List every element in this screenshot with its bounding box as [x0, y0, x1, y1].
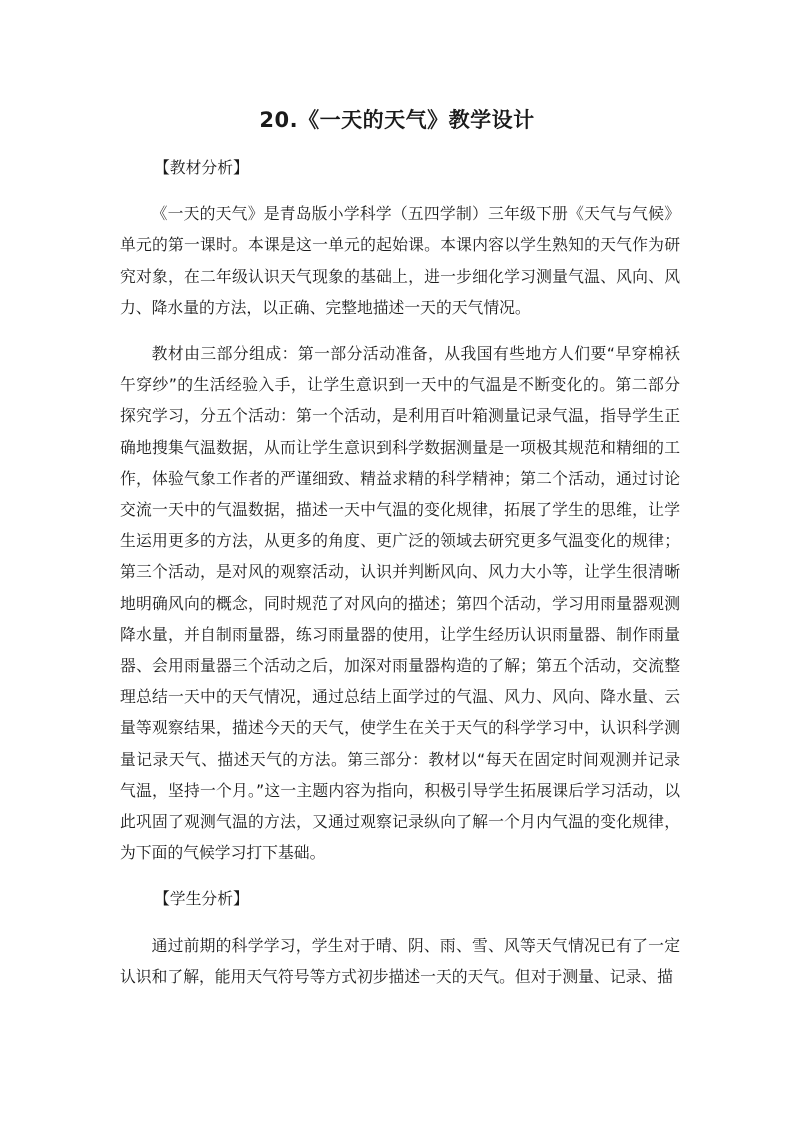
paragraph-textbook-intro: 《一天的天气》是青岛版小学科学（五四学制）三年级下册《天气与气候》单元的第一课时。本课是这一单元的起始课。本课内容以学生熟知的天气作为研究对象，在二年级认识天气现象的基础上，进一步细化学习测量气温、风向、风力、降水量的方法，以正确、完整地描述一天的天气情况。: [120, 204, 680, 317]
paragraph-student-analysis: 通过前期的科学学习，学生对于晴、阴、雨、雪、风等天气情况已有了一定认识和了解，能用天气符号等方式初步描述一天的天气。但对于测量、记录、描: [120, 935, 680, 986]
section-heading-student-analysis: 【学生分析】: [154, 889, 249, 909]
document-body: [120, 152, 680, 992]
document-title: 20.《一天的天气》教学设计: [259, 108, 535, 132]
paragraph-textbook-structure: 教材由三部分组成：第一部分活动准备，从我国有些地方人们要“早穿棉袄午穿纱”的生活经验入手，让学生意识到一天中的气温是不断变化的。第二部分探究学习，分五个活动：第一个活动，是利用百叶箱测量记录气温，指导学生正确地搜集气温数据，从而让学生意识到科学数据测量是一项极其规范和精细的工作，体验气象工作者的严谨细致、精益求精的科学精神；第二个活动，通过讨论交流一天中的气温数据，描述一天中气温的变化规律，拓展了学生的思维，让学生运用更多的方法，从更多的角度、更广泛的领域去研究更多气温变化的规律；第三个活动，是对风的观察活动，认识并判断风向、风力大小等，让学生很清晰地明确风向的概念，同时规范了对风向的描述；第四个活动，学习用雨量器观测降水量，并自制雨量器，练习雨量器的使用，让学生经历认识雨量器、制作雨量器、会用雨量器三个活动之后，加深对雨量器构造的了解；第五个活动，交流整理总结一天中的天气情况，通过总结上面学过的气温、风力、风向、降水量、云量等观察结果，描述今天的天气，使学生在关于天气的科学学习中，认识科学测量记录天气、描述天气的方法。第三部分：教材以“每天在固定时间观测并记录气温，坚持一个月。”这一主题内容为指向，积极引导学生拓展课后学习活动，以此巩固了观测气温的方法，又通过观察记录纵向了解一个月内气温的变化规律，为下面的气候学习打下基础。: [120, 344, 680, 863]
section-heading-textbook-analysis: 【教材分析】: [154, 158, 249, 177]
